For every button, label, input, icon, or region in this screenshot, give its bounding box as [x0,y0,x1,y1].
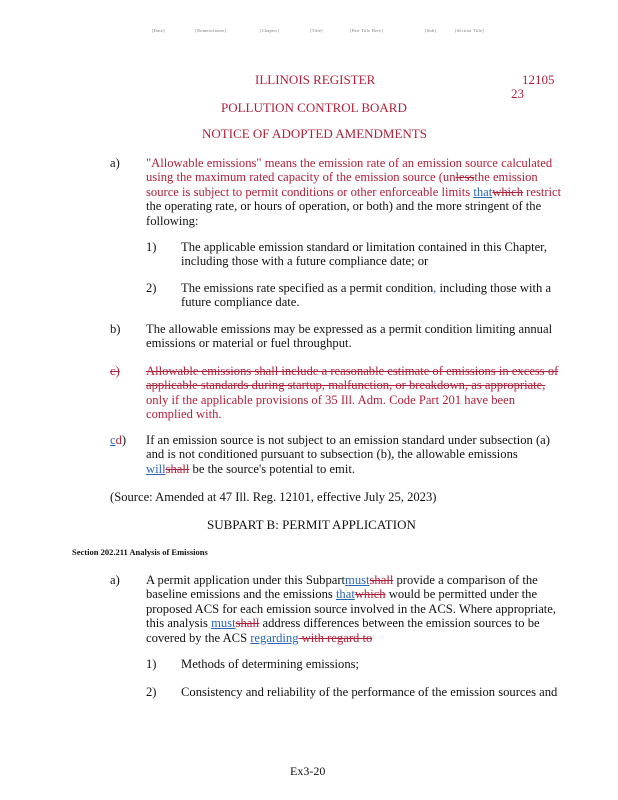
item-a-line-2: using the maximum rated capacity of the emission source (unlessthe emission [146,170,538,185]
inserted-will: will [146,461,166,476]
issue-number: 23 [511,86,524,101]
item-a2-text: The emissions rate specified as a permit condition, including those with a future compliance date. [181,281,552,310]
section-item-1-label: 1) [146,657,157,671]
deleted-which-2: which [354,587,386,602]
item-a-line-4: the operating rate, or hours of operation, or both) and the more stringent of the [146,199,542,214]
deleted-which: which [492,184,524,199]
header-field-7: [Section Title] [455,28,484,33]
section-a-text: A permit application under this Subpartmustshall provide a comparison of the baseline emissions and the emissions thatwhich would be permitted under the proposed ACS for each emission source involved in the ACS. Where appropriate, this analysis mustshall address differences between the emission sources to be covered by the ACS regarding with regard to [146,573,557,645]
deleted-with-regard-to: with regard to [298,630,373,645]
inserted-less: less [455,170,475,185]
item-a-text [146,156,561,228]
header-field-3: [Chapter] [260,28,280,33]
deleted-shall-2: shall [235,616,260,631]
section-item-2-label: 2) [146,685,157,699]
section-a-label: a) [110,573,120,587]
item-a1-text: The applicable emission standard or limitation contained in this Chapter, including those with a future compliance date; or [181,240,548,269]
deleted-shall-1: shall [369,573,394,587]
header-field-5: [Part Title Here] [350,28,383,33]
source-note: (Source: Amended at 47 Ill. Reg. 12101, effective July 25, 2023) [110,490,437,504]
header-field-4: [Title] [310,28,323,33]
register-title: ILLINOIS REGISTER [255,72,376,87]
page-footer: Ex3-20 [290,764,326,778]
header-field-1: [Date] [152,28,165,33]
item-d-text: If an emission source is not subject to an emission standard under subsection (a) and is not conditioned pursuant to subsection (b), the allowable emissions willshall be the source's potential to emit. [146,433,550,476]
item-a-label: a) [110,156,120,170]
page-number: 12105 [522,72,555,87]
board-name: POLLUTION CONTROL BOARD [221,100,407,115]
item-a1-label: 1) [146,240,157,254]
section-item-2-text: Consistency and reliability of the performance of the emission sources and [181,685,558,699]
subpart-heading: SUBPART B: PERMIT APPLICATION [207,517,416,532]
item-c-label: c) [110,364,120,378]
deleted-shall: shall [165,461,190,476]
header-field-6: [Sub] [425,28,436,33]
inserted-that-2: that [335,587,355,602]
section-item-1-text: Methods of determining emissions; [181,657,360,671]
item-a-line-3: source is subject to permit conditions or other enforceable limits thatwhich restrict [146,184,562,199]
item-b-text: The allowable emissions may be expressed as a permit condition limiting annual emissions or material or fuel throughput. [146,322,553,351]
item-d-label: cd) [110,433,127,447]
inserted-that: that [473,184,493,199]
item-a-line-5: following: [146,213,199,228]
inserted-must-1: must [345,573,370,587]
item-a-line-1: "Allowable emissions" means the emission rate of an emission source calculated [146,156,553,170]
notice-title: NOTICE OF ADOPTED AMENDMENTS [202,126,427,141]
section-heading: Section 202.211 Analysis of Emissions [72,547,208,557]
item-a2-label: 2) [146,281,157,295]
inserted-must-2: must [211,616,236,631]
inserted-regarding: regarding [250,630,299,645]
inserted-comma: , [433,281,437,295]
item-b-label: b) [110,322,121,336]
header-field-2: [Nomenclature] [195,28,227,33]
item-c-text: Allowable emissions shall include a reasonable estimate of emissions in excess of applicable standards during startup, malfunction, or breakdown, as appropriate, only if the applicable provisions of 35 Ill. Adm. Code Part 201 have been complied with. [146,364,559,422]
